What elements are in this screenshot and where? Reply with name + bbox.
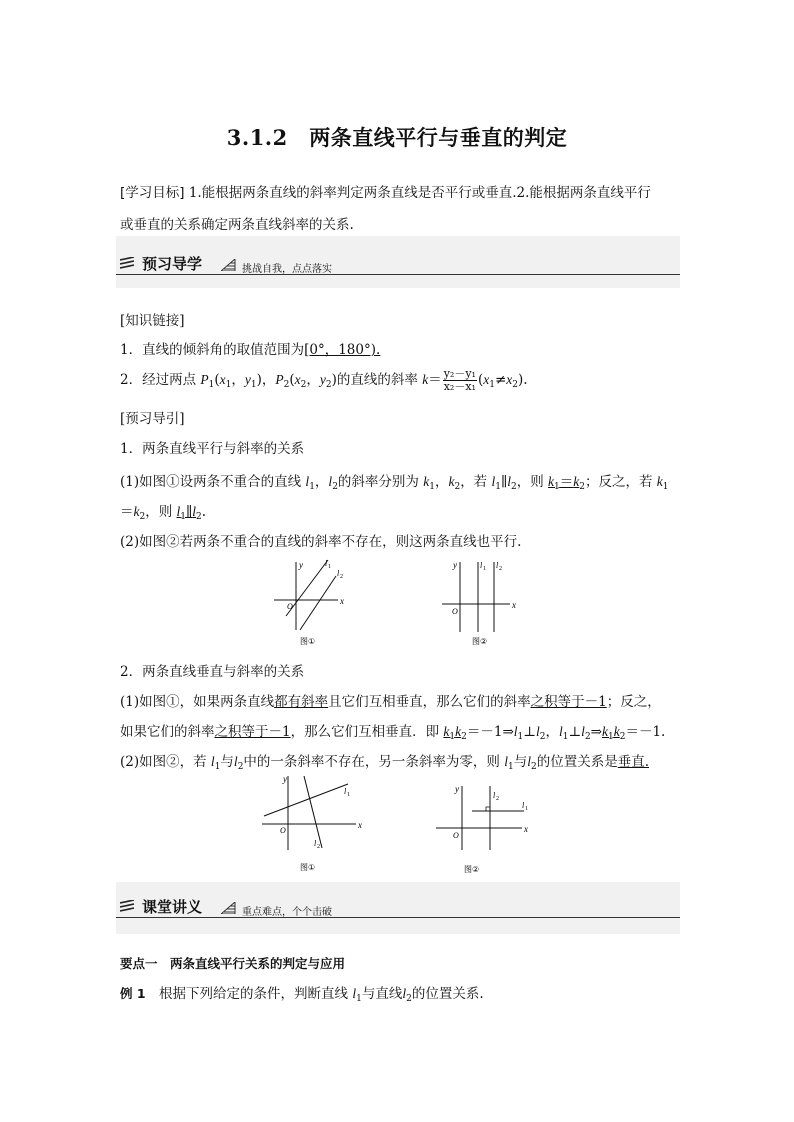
angle-range: [0°，180°). (304, 342, 381, 358)
svg-text:O: O (453, 831, 459, 840)
objectives-text-2: 或垂直的关系确定两条直线斜率的关系. (120, 217, 354, 233)
knowledge-item-1: 1．直线的倾斜角的取值范围为[0°，180°). (120, 342, 381, 358)
wedge-icon (221, 902, 237, 914)
section-heading-lecture: 课堂讲义 (142, 898, 203, 916)
preview-para-4: 如果它们的斜率之积等于－1，那么它们互相垂直．即 $k_1k_2=-1\Rightarrow l_1\perp l_2$，$l_1\perp l_2\Rightarrow k_1k_2=-1$. (120, 724, 666, 742)
preview-heading-1: 1．两条直线平行与斜率的关系 (120, 441, 305, 457)
section-heading-preview: 预习导学 (142, 255, 203, 273)
section-subtitle-preview: 挑战自我，点点落实 (242, 264, 332, 275)
svg-text:l: l (493, 791, 496, 800)
slope-fraction: $\frac{\text{y₂－y₁}}{\text{x₂－x₁}}$ (443, 367, 476, 393)
svg-text:2: 2 (317, 844, 320, 850)
svg-text:y: y (453, 560, 457, 570)
svg-text:O: O (452, 607, 458, 616)
objectives-text-1: 1.能根据两条直线的斜率判定两条直线是否平行或垂直.2.能根据两条直线平行 (188, 185, 651, 201)
preview-para-5: (2)如图②，若 $l_1$与$l_2$中的一条斜率不存在，另一条斜率为零，则 $l_1$与$l_2$的位置关系是垂直. (120, 754, 650, 772)
objectives-line-1 (120, 184, 651, 202)
figure-perpendicular-axes (432, 780, 534, 876)
svg-text:x: x (358, 820, 362, 830)
axis-y-label: y (299, 560, 303, 570)
svg-text:O: O (280, 826, 286, 835)
svg-text:y: y (283, 774, 287, 784)
svg-text:图①: 图① (300, 863, 316, 872)
svg-text:1: 1 (328, 564, 331, 570)
section-divider (116, 274, 680, 275)
svg-text:图②: 图② (464, 865, 480, 874)
svg-text:1: 1 (347, 792, 350, 798)
svg-text:l: l (522, 801, 525, 810)
knowledge-label: [知识链接] (120, 313, 185, 329)
section-subtitle-lecture: 重点难点，个个击破 (242, 907, 332, 918)
axis-x-label: x (340, 596, 344, 606)
svg-text:1: 1 (483, 566, 486, 572)
preview-para-3: (1)如图①，如果两条直线都有斜率且它们互相垂直，那么它们的斜率之积等于－1；反之， (120, 694, 661, 710)
svg-text:1: 1 (525, 806, 528, 812)
svg-text:y: y (455, 784, 459, 794)
figure-caption-2: 图② (472, 637, 488, 646)
figure-caption-1: 图① (300, 637, 316, 646)
keypoint-heading: 要点一 两条直线平行关系的判定与应用 (120, 956, 346, 971)
preview-label: [预习导引] (120, 411, 185, 427)
svg-text:l: l (325, 559, 328, 568)
knowledge-item-2: 2．经过两点 $P_1(x_1$，$y_1$)，$P_2(x_2$，$y_2$)的直线的斜率 k＝ $\frac{\text{y₂－y₁}}{\text{x₂－x₁}}$ $(x_1\ne x_2)$. (120, 367, 528, 393)
objectives-label: [学习目标] (120, 185, 185, 201)
svg-text:x: x (524, 824, 528, 834)
preview-para-2: (2)如图②若两条不重合的直线的斜率不存在，则这两条直线也平行. (120, 534, 522, 550)
page-title: 3.1.2 两条直线平行与垂直的判定 (226, 125, 568, 150)
section-divider (116, 917, 680, 918)
figure-parallel-slope (270, 556, 350, 648)
svg-text:2: 2 (499, 566, 502, 572)
svg-text:x: x (512, 600, 516, 610)
svg-text:l: l (337, 569, 340, 578)
example-1: 例 1 根据下列给定的条件，判断直线 $l_1$与直线$l_2$的位置关系. (120, 986, 484, 1004)
svg-text:l: l (344, 787, 347, 796)
svg-text:2: 2 (340, 574, 343, 580)
stripes-icon (120, 257, 136, 269)
origin-label: O (287, 602, 293, 611)
preview-heading-2: 2．两条直线垂直与斜率的关系 (120, 664, 305, 680)
svg-text:l: l (314, 839, 317, 848)
example-label: 例 1 (120, 986, 146, 1001)
svg-text:l: l (496, 561, 499, 570)
figure-parallel-vertical (438, 556, 524, 648)
wedge-icon (221, 259, 237, 271)
svg-text:l: l (480, 561, 483, 570)
stripes-icon (120, 900, 136, 912)
figure-perpendicular-slope (258, 770, 364, 876)
preview-para-1: (1)如图①设两条不重合的直线 $l_1$，$l_2$的斜率分别为 $k_1$，$k_2$，若 $l_1\parallel l_2$，则 $k_1=k_2$；反之，若 $k_1$ (120, 474, 669, 492)
svg-text:2: 2 (496, 796, 499, 802)
preview-para-1-cont: $=k_2$，则 $l_1\parallel l_2$. (120, 504, 207, 522)
